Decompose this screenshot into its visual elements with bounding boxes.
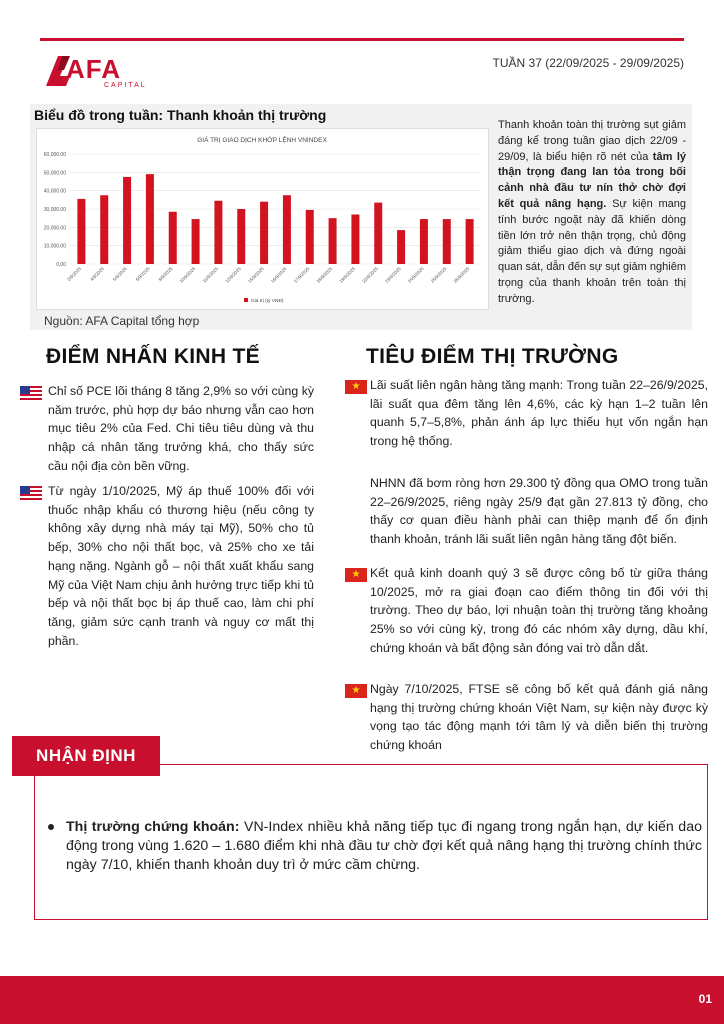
bar [397,230,405,264]
outlook-label: Thị trường chứng khoán: [66,819,240,835]
market-item: Lãi suất liên ngân hàng tăng mạnh: Trong tuần 22–26/9/2025, lãi suất qua đêm tăng lên 4,6%, các kỳ hạn 1–2 tuần lên quanh 5,7–5,8%, phản ánh áp lực thiếu hụt vốn ngắn hạn trong hệ thống. [370,378,708,449]
week-label: TUẦN 37 (22/09/2025 - 29/09/2025) [492,56,684,70]
x-tick-label: 25/9/2025 [429,266,448,284]
y-tick-label: 30,000.00 [43,207,66,213]
x-tick-label: 17/9/2025 [292,266,311,284]
us-flag-icon [20,386,42,400]
page-number: 01 [698,992,712,1006]
outlook-text [66,818,702,875]
bar [306,210,314,264]
bullet-icon [48,824,54,830]
top-rule [40,38,684,41]
x-tick-label: 11/9/2025 [201,266,220,284]
x-tick-label: 18/9/2025 [315,266,334,284]
chart-source: Nguồn: AFA Capital tổng hợp [44,314,200,328]
bar [146,174,154,264]
bar [260,202,268,264]
bar [374,203,382,264]
bar [466,219,474,264]
market-item: NHNN đã bơm ròng hơn 29.300 tỷ đồng qua OMO trong tuần 22–26/9/2025, riêng ngày 25/9 đạt gần 27.813 tỷ đồng, cho thấy cơ quan điều hành phải can thiệp mạnh để ổn định thanh khoản, tránh lãi suất liên ngân hàng tăng đột biến. [370,476,708,547]
x-tick-label: 15/9/2025 [247,266,265,284]
legend-label: Giá trị (tỷ VNĐ) [251,299,284,304]
y-tick-label: 10,000.00 [43,243,66,250]
outlook-tab: NHẬN ĐỊNH [12,736,160,776]
bar [214,201,222,264]
liquidity-bar-chart [36,128,489,310]
y-tick-label: 40,000.00 [43,188,66,195]
y-tick-label: 20,000.00 [43,225,66,232]
x-tick-label: 23/9/2025 [384,266,402,284]
economic-highlights-heading: ĐIỂM NHẤN KINH TẾ [46,345,260,368]
economic-item: Từ ngày 1/10/2025, Mỹ áp thuế 100% đối với thuốc nhập khẩu có thương hiệu (nếu công ty không xây dựng nhà máy tại Mỹ), 50% cho tủ bếp, 30% cho nội thất bọc, và 25% cho xe tải hạng nặng. Ngành gỗ – nội thất xuất khẩu sang Mỹ của Việt Nam chịu ảnh hưởng trực tiếp khi tủ bếp và nội thất bọc bị áp thuế cao, làm chi phí tăng, giảm sức cạnh tranh và nguy cơ mất thị phần. [48,484,314,648]
bar [283,195,291,264]
bar [237,209,245,264]
x-tick-label: 16/9/2025 [269,266,288,284]
vietnam-flag-icon: ★ [345,568,367,582]
x-tick-label: 10/9/2025 [178,266,197,284]
bar [192,219,200,264]
economic-item: Chỉ số PCE lõi tháng 8 tăng 2,9% so với cùng kỳ năm trước, phù hợp dự báo nhưng vẫn cao hơn mục tiêu 2% của Fed. Chi tiêu tiêu dùng và thu nhập cá nhân tăng trưởng khá, cho thấy sức cầu nội địa còn bền vững. [48,384,314,473]
bar [351,215,359,265]
x-tick-label: 19/9/2025 [338,266,357,284]
y-tick-label: 60,000.00 [43,152,66,158]
x-tick-label: 22/9/2025 [361,266,379,284]
chart-commentary-intro: Thanh khoản toàn thị trường sụt giảm đáng kể trong tuần giao dịch 22/09 - 29/09, là biểu hiện rõ nét của [498,119,686,163]
x-tick-label: 26/9/2025 [452,266,471,284]
market-focus-heading: TIÊU ĐIỂM THỊ TRƯỜNG [366,345,619,368]
vietnam-flag-icon: ★ [345,380,367,394]
bar [443,219,451,264]
bar [169,212,177,264]
chart-title: GIÁ TRỊ GIAO DỊCH KHỚP LỆNH VNINDEX [197,137,327,144]
x-tick-label: 4/9/2025 [89,266,105,283]
x-tick-label: 5/9/2025 [111,266,128,283]
outlook-body: VN-Index nhiều khả năng tiếp tục đi ngang trong ngắn hạn, dự kiến dao động trong vùng 1.620 – 1.680 điểm khi nhà đầu tư chờ đợi kết quả nâng hạng thị trường chính thức ngày 7/10, khiến thanh khoản duy trì ở mức cầm chừng. [66,819,702,873]
chart-commentary [498,118,686,308]
x-tick-label: 2/9/2025 [66,266,83,283]
vietnam-flag-icon: ★ [345,684,367,698]
bar [100,195,108,264]
market-item: Kết quả kinh doanh quý 3 sẽ được công bố từ giữa tháng 10/2025, mở ra giai đoạn cao điểm thông tin đối với thị trường. Theo dự báo, lợi nhuận toàn thị trường tăng khoảng 25% so với cùng kỳ, trong đó các nhóm xây dựng, dầu khí, chứng khoán và bất động sản đóng vai trò dẫn dắt. [370,566,708,655]
logo-subtext: CAPITAL [104,82,147,89]
chart-section-title: Biểu đồ trong tuần: Thanh khoản thị trường [34,107,327,123]
x-tick-label: 6/9/2025 [134,266,151,283]
bar [123,177,131,264]
bar [420,219,428,264]
chart-commentary-highlight: tâm lý thận trọng đang lan tỏa trong bối cảnh nhà đầu tư nín thở chờ đợi kết quả nâng hạng. [498,150,686,210]
x-tick-label: 24/9/2025 [406,266,425,284]
us-flag-icon [20,486,42,500]
bar [77,199,85,264]
x-tick-label: 12/9/2025 [224,266,242,284]
x-tick-label: 8/9/2025 [157,266,174,283]
market-item: Ngày 7/10/2025, FTSE sẽ công bố kết quả đánh giá nâng hạng thị trường chứng khoán Việt Nam, sự kiện này được kỳ vọng tạo tác động mạnh tới tâm lý và diễn biến thị trường chứng khoán [370,682,708,753]
y-tick-label: 0,00 [56,262,66,268]
logo-text: AFA [66,54,121,84]
chart-commentary-rest: Sự kiện mang tính bước ngoặt này đã khiến dòng tiền lớn trở nên thận trọng, chủ động giảm thiểu giao dịch và đứng ngoài quan sát, dẫn đến sự sụt giảm nghiêm trọng của thanh khoản trên toàn thị trường. [498,197,686,305]
legend-swatch [244,298,248,302]
y-tick-label: 50,000.00 [43,170,66,177]
footer-bar [0,976,724,1024]
bar [329,218,337,264]
